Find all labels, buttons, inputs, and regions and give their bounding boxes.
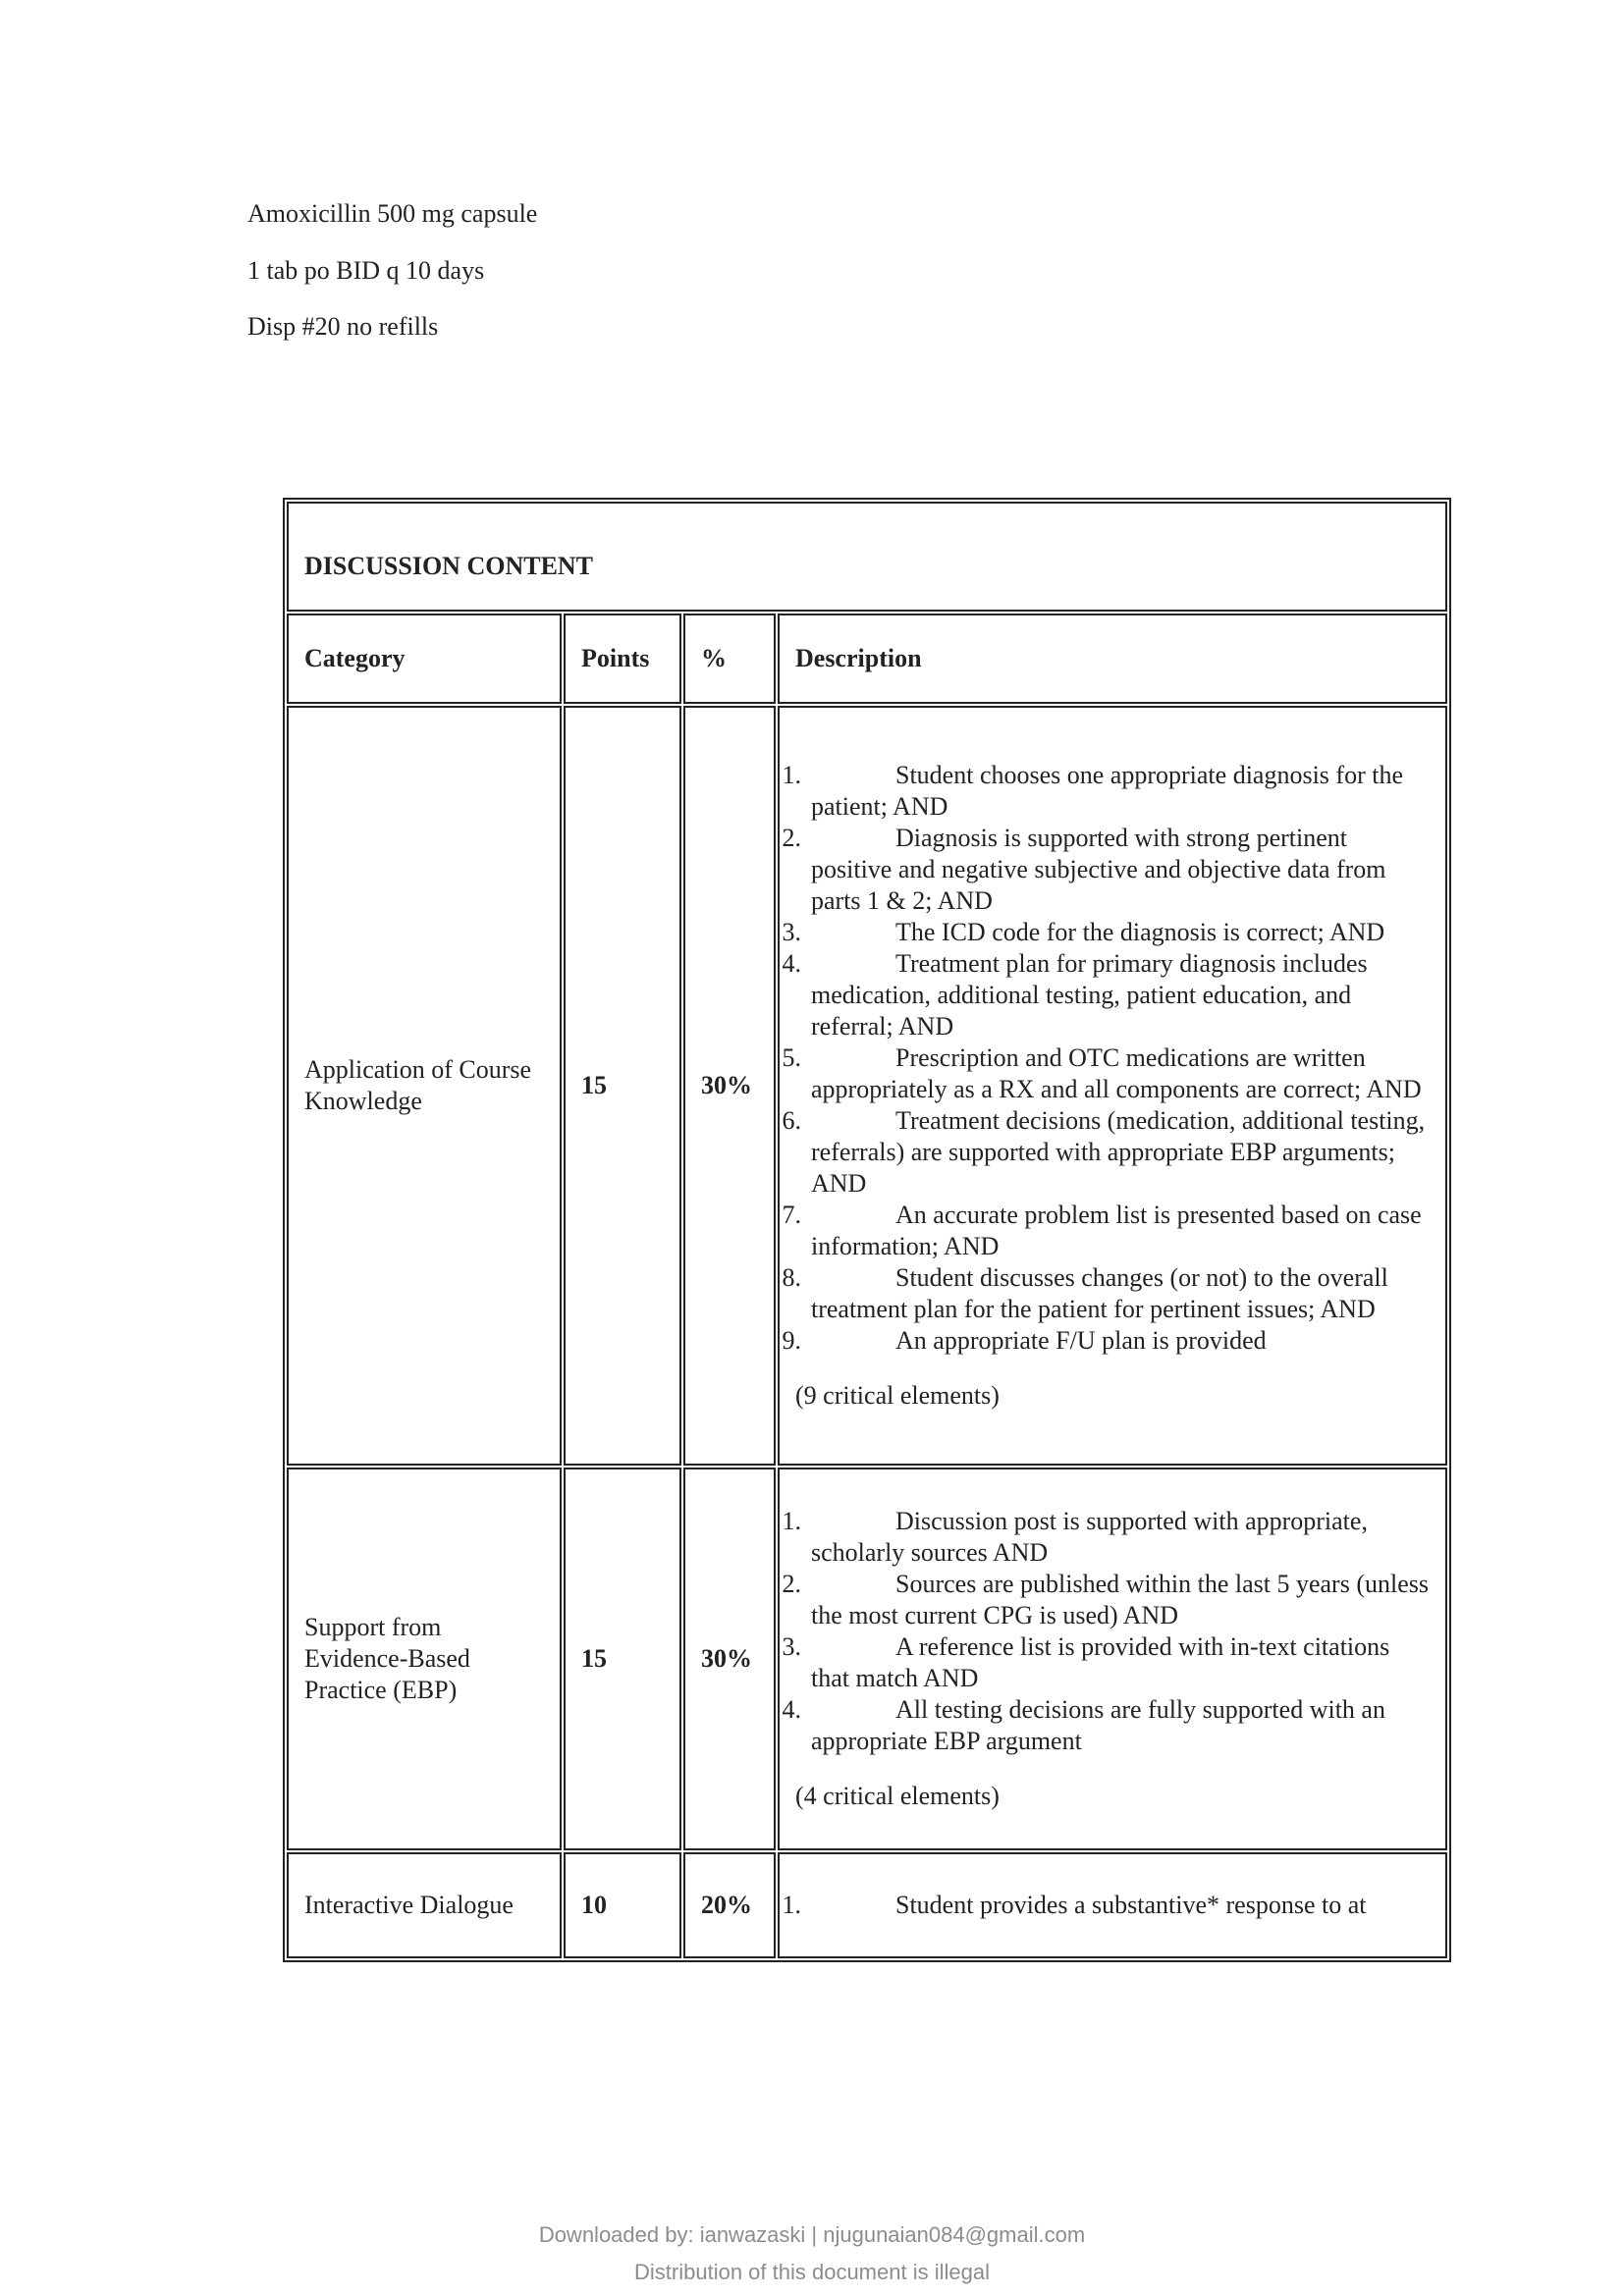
- critical-elements-note: (4 critical elements): [795, 1782, 1000, 1810]
- criterion-item: [782, 1042, 1430, 1105]
- criterion-number: 4.: [782, 1695, 801, 1724]
- criterion-number: 7.: [782, 1201, 801, 1229]
- header-points: Points: [564, 614, 681, 704]
- criterion-text: The ICD code for the diagnosis is correct; AND: [895, 918, 1385, 946]
- criteria-list: [782, 1506, 1430, 1757]
- criterion-text: Student provides a substantive* response to at: [895, 1891, 1367, 1919]
- criterion-item: [782, 760, 1430, 823]
- criterion-text: Diagnosis is supported with strong pertinent positive and negative subjective and objective data from parts 1 & 2; AND: [811, 824, 1386, 915]
- row-description: [778, 706, 1447, 1466]
- criterion-text: Student discusses changes (or not) to the overall treatment plan for the patient for pertinent issues; AND: [811, 1263, 1388, 1323]
- prescription-dosage: 1 tab po BID q 10 days: [247, 256, 485, 285]
- row-points: 15: [564, 706, 681, 1466]
- criterion-item: [782, 823, 1430, 917]
- row-percent: 30%: [683, 706, 776, 1466]
- criterion-item: [782, 1200, 1430, 1262]
- criteria-list: [782, 760, 1430, 1357]
- criterion-item: [782, 1506, 1430, 1569]
- rubric-header-row: [287, 614, 1447, 704]
- criterion-number: 1.: [782, 1507, 801, 1535]
- criterion-number: 5.: [782, 1043, 801, 1072]
- criterion-text: Treatment plan for primary diagnosis includes medication, additional testing, patient education, and referral; AND: [811, 949, 1368, 1041]
- row-points: 15: [564, 1468, 681, 1850]
- row-points: 10: [564, 1852, 681, 1958]
- criterion-item: [782, 1325, 1430, 1357]
- prescription-drug: Amoxicillin 500 mg capsule: [247, 199, 538, 228]
- criterion-number: 4.: [782, 949, 801, 978]
- criteria-list: [782, 1890, 1430, 1921]
- criterion-number: 1.: [782, 761, 801, 789]
- criterion-text: Sources are published within the last 5 years (unless the most current CPG is used) AND: [811, 1570, 1429, 1629]
- row-description: [778, 1468, 1447, 1850]
- rubric-row-ebp-support: [287, 1468, 1447, 1850]
- criterion-number: 3.: [782, 1632, 801, 1661]
- critical-elements-note: (9 critical elements): [795, 1381, 1000, 1410]
- criterion-item: [782, 1262, 1430, 1325]
- distribution-notice: Distribution of this document is illegal: [634, 2260, 990, 2284]
- criterion-number: 2.: [782, 1570, 801, 1598]
- criterion-number: 2.: [782, 824, 801, 852]
- criterion-number: 1.: [782, 1891, 801, 1919]
- rubric-row-course-knowledge: [287, 706, 1447, 1466]
- discussion-rubric-table: [283, 498, 1451, 1962]
- row-category: Interactive Dialogue: [287, 1852, 562, 1958]
- criterion-number: 9.: [782, 1326, 801, 1355]
- row-category: Support from Evidence-Based Practice (EBP): [287, 1468, 562, 1850]
- criterion-text: Student chooses one appropriate diagnosis for the patient; AND: [811, 761, 1403, 821]
- criterion-number: 8.: [782, 1263, 801, 1292]
- criterion-item: [782, 948, 1430, 1042]
- criterion-text: An accurate problem list is presented based on case information; AND: [811, 1201, 1422, 1260]
- criterion-item: [782, 1105, 1430, 1200]
- rubric-title: DISCUSSION CONTENT: [287, 502, 1447, 612]
- criterion-text: All testing decisions are fully supported with an appropriate EBP argument: [811, 1695, 1385, 1755]
- criterion-item: [782, 1631, 1430, 1694]
- criterion-item: [782, 1569, 1430, 1631]
- download-watermark: Downloaded by: ianwazaski | njugunaian084@gmail.com: [538, 2222, 1086, 2247]
- criterion-text: Prescription and OTC medications are written appropriately as a RX and all components are correct; AND: [811, 1043, 1422, 1103]
- rubric-row-interactive-dialogue: [287, 1852, 1447, 1958]
- criterion-text: A reference list is provided with in-text citations that match AND: [811, 1632, 1390, 1692]
- prescription-dispense: Disp #20 no refills: [247, 312, 439, 341]
- criterion-number: 3.: [782, 918, 801, 946]
- criterion-text: An appropriate F/U plan is provided: [895, 1326, 1267, 1355]
- header-category: Category: [287, 614, 562, 704]
- criterion-item: [782, 1890, 1430, 1921]
- header-percent: %: [683, 614, 776, 704]
- criterion-text: Treatment decisions (medication, additional testing, referrals) are supported with appropriate EBP arguments; AND: [811, 1106, 1426, 1198]
- row-percent: 20%: [683, 1852, 776, 1958]
- row-percent: 30%: [683, 1468, 776, 1850]
- criterion-number: 6.: [782, 1106, 801, 1135]
- row-description: [778, 1852, 1447, 1958]
- header-description: Description: [778, 614, 1447, 704]
- criterion-item: [782, 1694, 1430, 1757]
- criterion-text: Discussion post is supported with appropriate, scholarly sources AND: [811, 1507, 1368, 1567]
- row-category: Application of Course Knowledge: [287, 706, 562, 1466]
- criterion-item: [782, 917, 1430, 948]
